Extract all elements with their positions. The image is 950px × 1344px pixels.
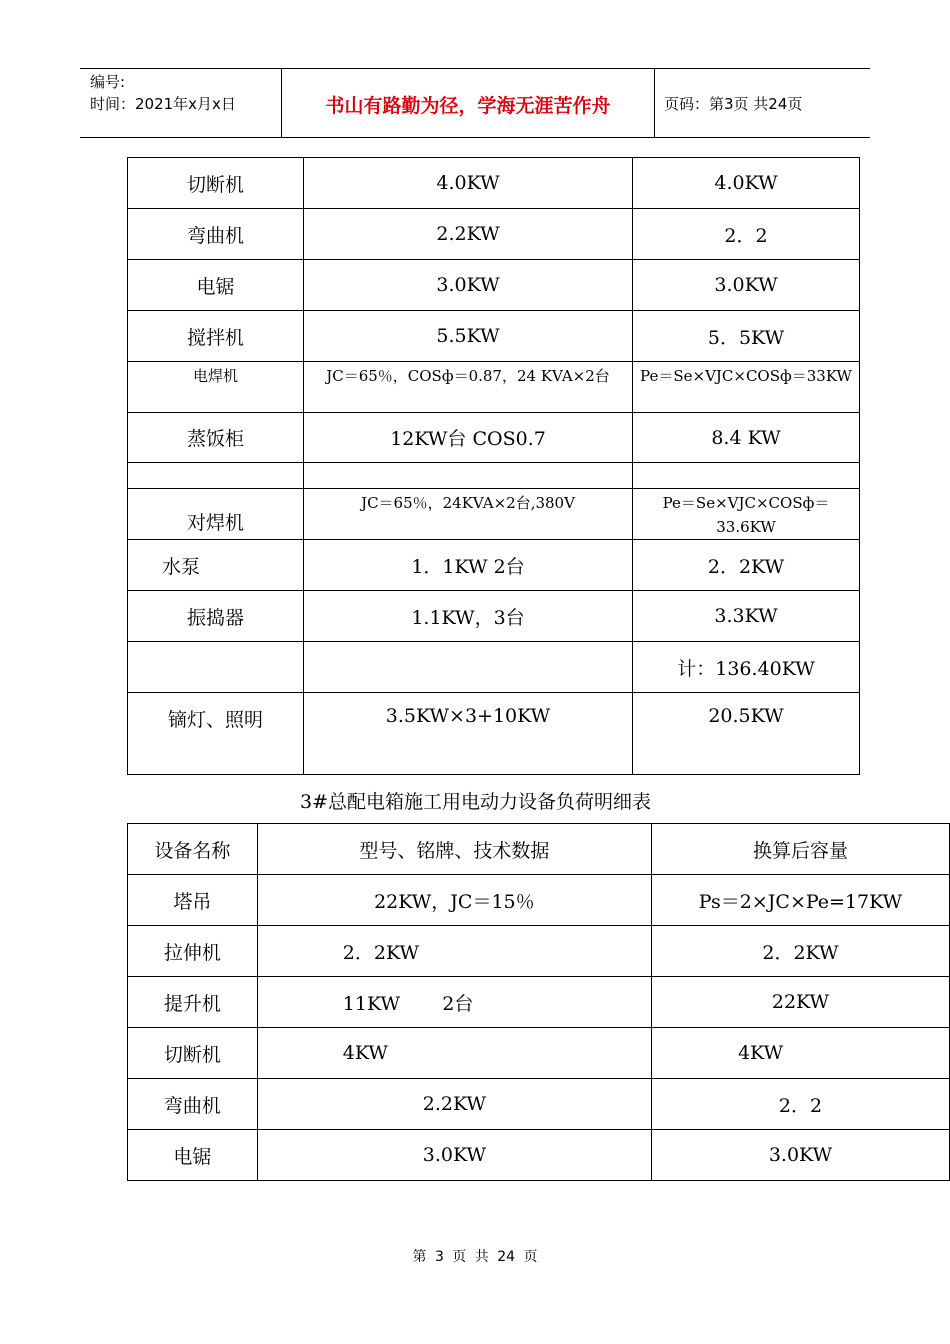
motto: 书山有路勤为径，学海无涯苦作舟 [325,95,611,117]
cell-name: 切断机 [128,158,304,209]
time-label: 时间：2021年x月x日 [90,95,236,113]
cell-capacity: 3.3KW [633,591,860,642]
cell-capacity: 4KW [651,1028,949,1079]
cell-spec: 12KW台 COS0.7 [304,413,633,463]
cell-spec: 3.0KW [304,260,633,311]
cell-capacity: 2．2 [651,1079,949,1130]
cell-capacity: Pe＝Se×VJC×COSф＝33KW [633,362,860,413]
cell-capacity: 3.0KW [633,260,860,311]
cell-capacity: 2．2KW [651,926,949,977]
cell-spec: 2.2KW [304,209,633,260]
cell-name: 切断机 [128,1028,258,1079]
cell-name: 电锯 [128,260,304,311]
cell-spec: 3.5KW×3+10KW [304,693,633,775]
header-equipment-name: 设备名称 [128,824,258,875]
cell-capacity: 2．2KW [633,540,860,591]
page-footer: 第 3 页 共 24 页 [412,1249,538,1265]
page-header [80,68,870,138]
table-row [128,413,860,463]
cell-total: 计：136.40KW [633,642,860,693]
header-divider [654,69,655,137]
header-spec: 型号、铭牌、技术数据 [257,824,651,875]
cell-capacity: 8.4 KW [633,413,860,463]
cell-capacity: Ps＝2×JC×Pe=17KW [651,875,949,926]
table-row [128,926,950,977]
table-row [128,1130,950,1181]
table-row [128,591,860,642]
cell-spec: 4.0KW [304,158,633,209]
cell-name [128,463,304,489]
cell-name: 电锯 [128,1130,258,1181]
cell-spec: 1.1KW，3台 [304,591,633,642]
cell-spec: 5.5KW [304,311,633,362]
cell-name: 振捣器 [128,591,304,642]
cell-spec: 22KW，JC＝15％ [257,875,651,926]
cell-name: 蒸饭柜 [128,413,304,463]
header-left [90,71,236,115]
table-row [128,1028,950,1079]
table-row [128,977,950,1028]
table-row [128,260,860,311]
cell-capacity: 5．5KW [633,311,860,362]
cell-name: 镝灯、照明 [128,693,304,775]
table-row [128,642,860,693]
cell-name: 塔吊 [128,875,258,926]
table-row [128,875,950,926]
cell-capacity: Pe＝Se×VJC×COSф＝33.6KW [633,489,860,540]
cell-name: 搅拌机 [128,311,304,362]
cell-spec [304,642,633,693]
cell-capacity: 2．2 [633,209,860,260]
table-row [128,158,860,209]
cell-name: 提升机 [128,977,258,1028]
cell-name: 弯曲机 [128,209,304,260]
cell-spec: 3.0KW [257,1130,651,1181]
cell-spec: 1．1KW 2台 [304,540,633,591]
page-info: 页码：第3页 共24页 [664,95,803,113]
cell-spec: 4KW [257,1028,651,1079]
table-row [128,362,860,413]
table-header-row [128,824,950,875]
cell-spec: JC＝65％，COSф＝0.87，24 KVA×2台 [304,362,633,413]
equipment-table-2 [127,823,950,1181]
cell-name: 对焊机 [128,489,304,540]
cell-capacity: 3.0KW [651,1130,949,1181]
cell-capacity: 4.0KW [633,158,860,209]
number-label: 编号: [90,73,126,91]
cell-name [128,642,304,693]
cell-spec: 2.2KW [257,1079,651,1130]
cell-spec: 11KW 2台 [257,977,651,1028]
table-row [128,489,860,540]
cell-name: 拉伸机 [128,926,258,977]
table-row [128,463,860,489]
table-row [128,540,860,591]
cell-capacity: 20.5KW [633,693,860,775]
cell-spec: 2．2KW [257,926,651,977]
cell-name: 水泵 [128,540,304,591]
table-row [128,209,860,260]
cell-name: 弯曲机 [128,1079,258,1130]
cell-spec: JC＝65％，24KVA×2台,380V [304,489,633,540]
cell-capacity [633,463,860,489]
table-row [128,311,860,362]
cell-capacity: 22KW [651,977,949,1028]
table-caption: 3#总配电箱施工用电动力设备负荷明细表 [299,791,651,813]
table-row [128,1079,950,1130]
equipment-table-1 [127,157,860,775]
cell-spec [304,463,633,489]
cell-name: 电焊机 [128,362,304,413]
header-capacity: 换算后容量 [651,824,949,875]
table-row [128,693,860,775]
